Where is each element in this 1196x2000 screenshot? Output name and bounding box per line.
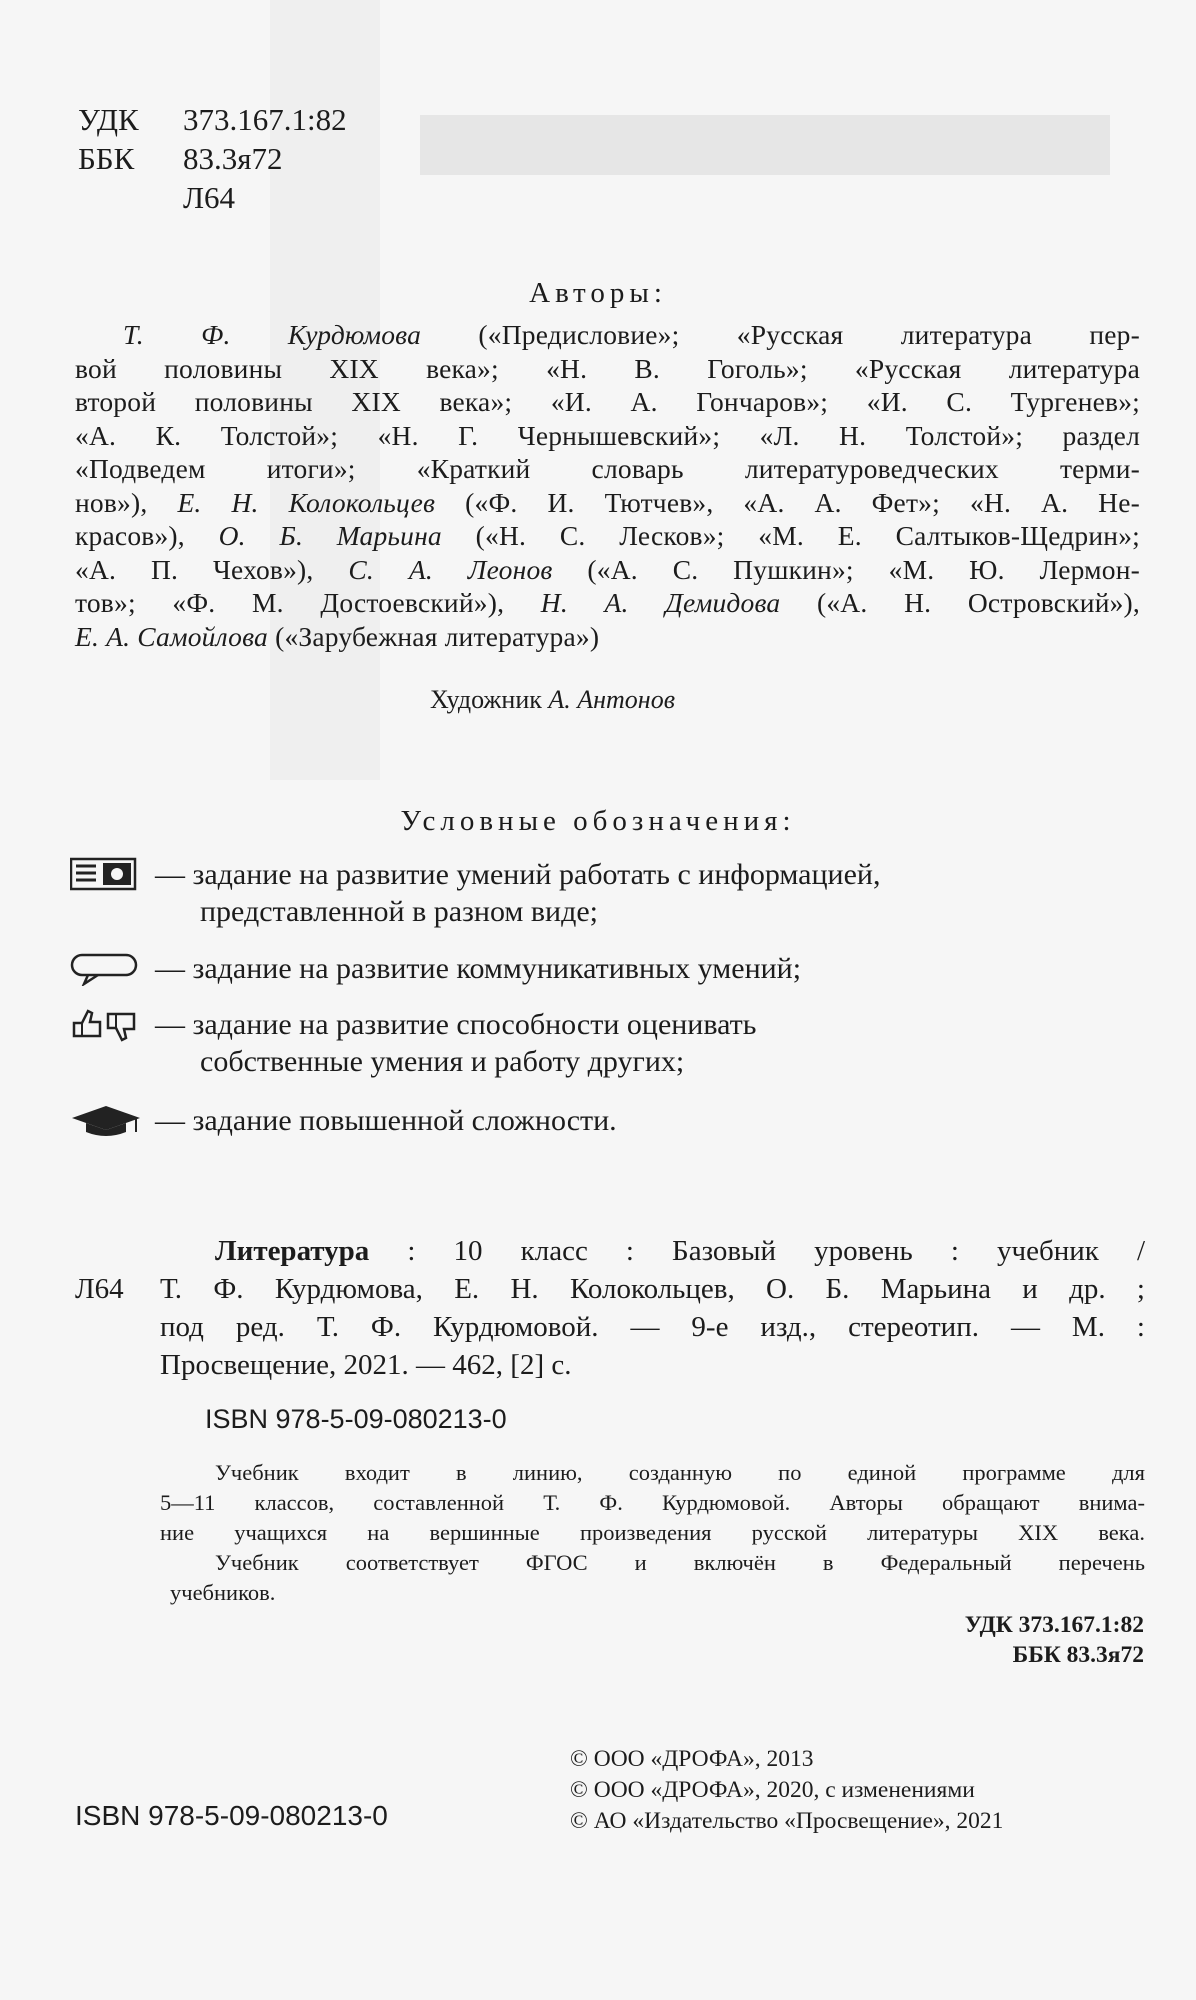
authors-line (75, 519, 1140, 553)
graduation-cap-icon (70, 1102, 142, 1138)
legend-heading: Условные обозначения: (400, 805, 796, 837)
bib-line: Литература : 10 класс : Базовый уровень : учебник / (215, 1235, 1145, 1267)
authors-line (75, 352, 1140, 386)
authors-text: («А. С. Пушкин»; «М. Ю. Лермон- (552, 553, 1140, 585)
copyright-block: © ООО «ДРОФА», 2013 © ООО «ДРОФА», 2020, с изменениями © АО «Издательство «Просвещение», 2021 (570, 1746, 1004, 1834)
author-name: Т. Ф. Курдюмова (123, 319, 422, 350)
authors-line (75, 318, 1140, 352)
author-name: Е. Н. Колокольцев (177, 486, 436, 518)
authors-text: второй половины XIX века»; «И. А. Гончаров»; «И. С. Тургенев»; (75, 386, 1140, 417)
annotation: Учебник входит в линию, созданную по единой программе для 5—11 классов, составленной Т. Ф. Курдюмовой. Авторы обращают внима- ние учащихся на вершинные произведения русской литературы XIX века. Учебник соответствует ФГОС и включён в Федеральный перечень учебников. (160, 1460, 1145, 1605)
authors-text: («Предисловие»; «Русская литература пер- (421, 319, 1140, 350)
title-verso-page: УДК 373.167.1:82 ББК 83.3я72 Л64 Авторы: Т. Ф. Курдюмова («Предисловие»; «Русская литература пер- вой половины XIX века»; «Н. В. Гоголь»; «Русская литература второй половины XIX века»; «И. А. Гончаров»; «И. С. Тургенев»; «А. К. Толстой»; «Н. Г. Чернышевский»; «Л. Н. Толстой»; раздел «Подведем итоги»; «Краткий словарь литературоведческих терми- нов»), Е. Н. Колокольцев («Ф. И. Тютчев», «А. А. Фет»; «Н. А. Не- красов»), О. Б. Марьина («Н. С. Лесков»; «М. Е. Салтыков-Щедрин»; «А. П. Чехов»), С. А. Леонов («А. С. Пушкин»; «М. Ю. Лермон- тов»; «Ф. М. Достоевский»), Н. А. Демидова («А. Н. Островский»), Е. А. Самойлова («Зарубежная литература») Художник А. Антонов Условные обозначения: — задание на развитие умений работать с информацией, представленной в разном виде; — задание на развитие коммуникативных умений; — задание на развитие способности оценивать собственные умения и работу других; — задание повышенной сложности. Л64 Литература : 10 класс : Базовый уровень : учебник / Т. Ф. Курдюмова, Е. Н. Колокольцев, О. Б. Марьина и др. ; под ред. Т. Ф. Курдюмовой. — 9-е изд., стереотип. — М. : Просвещение, 2021. — 462, [2] с. ISBN 978-5-09-080213-0 Учебник входит в линию, созданную по единой программе для 5—11 классов, составленной Т. Ф. Курдюмовой. Авторы обращают внима- ние учащихся на вершинные произведения русской литературы XIX века. Учебник соответствует ФГОС и включён в Федеральный перечень учебников. УДК 373.167.1:82 ББК 83.3я72 © ООО «ДРОФА», 2013 © ООО «ДРОФА», 2020, с изменениями © АО «Издательство «Просвещение», 2021 ISBN 978-5-09-080213-0 (0, 0, 1196, 2000)
author-name: С. А. Леонов (348, 553, 553, 585)
author-mark-row: Л64 (183, 180, 236, 215)
author-name: О. Б. Марьина (218, 520, 442, 551)
authors-line (75, 452, 1140, 486)
authors-heading: Авторы: (529, 277, 667, 309)
udk-row: УДК 373.167.1:82 (78, 102, 347, 137)
isbn-bottom: ISBN 978-5-09-080213-0 (75, 1800, 388, 1831)
authors-text: («А. Н. Островский»), (780, 587, 1140, 618)
authors-line (75, 553, 1140, 587)
classification-codes-bottom: УДК 373.167.1:82 ББК 83.3я72 (964, 1612, 1144, 1668)
authors-line (75, 385, 1140, 419)
authors-text: («Ф. И. Тютчев», «А. А. Фет»; «Н. А. Не- (435, 486, 1140, 518)
authors-text: «А. К. Толстой»; «Н. Г. Чернышевский»; «Л. Н. Толстой»; раздел (75, 419, 1140, 451)
authors-text: вой половины XIX века»; «Н. В. Гоголь»; «Русская литература (75, 352, 1140, 384)
thumbs-icon (70, 1006, 142, 1042)
authors-line (75, 486, 1140, 520)
author-name: Е. А. Самойлова (75, 620, 269, 652)
author-name: Н. А. Демидова (540, 587, 781, 618)
authors-line (75, 620, 1140, 654)
authors-text: «Подведем итоги»; «Краткий словарь литературоведческих терми- (75, 453, 1140, 484)
show-through-banner (420, 115, 1110, 175)
authors-text: «А. П. Чехов»), (75, 553, 349, 585)
speech-bubble-icon (70, 950, 142, 986)
authors-text: («Н. С. Лесков»; «М. Е. Салтыков-Щедрин»; (441, 520, 1141, 551)
authors-text: красов»), (75, 520, 219, 551)
artist-credit: Художник А. Антонов (430, 685, 675, 714)
bbk-row: ББК 83.3я72 (78, 141, 283, 176)
authors-text: тов»; «Ф. М. Достоевский»), (75, 587, 541, 618)
authors-line (75, 419, 1140, 453)
bib-line: Просвещение, 2021. — 462, [2] с. (160, 1349, 572, 1381)
bibliographic-description (160, 1232, 1145, 1384)
authors-text: («Зарубежная литература») (268, 620, 600, 652)
authors-line (75, 586, 1140, 620)
classification-codes (78, 100, 347, 217)
isbn-top: ISBN 978-5-09-080213-0 (205, 1404, 507, 1434)
authors-text: нов»), (75, 486, 178, 518)
bib-line: Т. Ф. Курдюмова, Е. Н. Колокольцев, О. Б. Марьина и др. ; (160, 1273, 1145, 1305)
info-icon (70, 856, 142, 892)
bib-line: под ред. Т. Ф. Курдюмовой. — 9-е изд., стереотип. — М. : (160, 1311, 1145, 1343)
authors-paragraph (75, 318, 1140, 653)
